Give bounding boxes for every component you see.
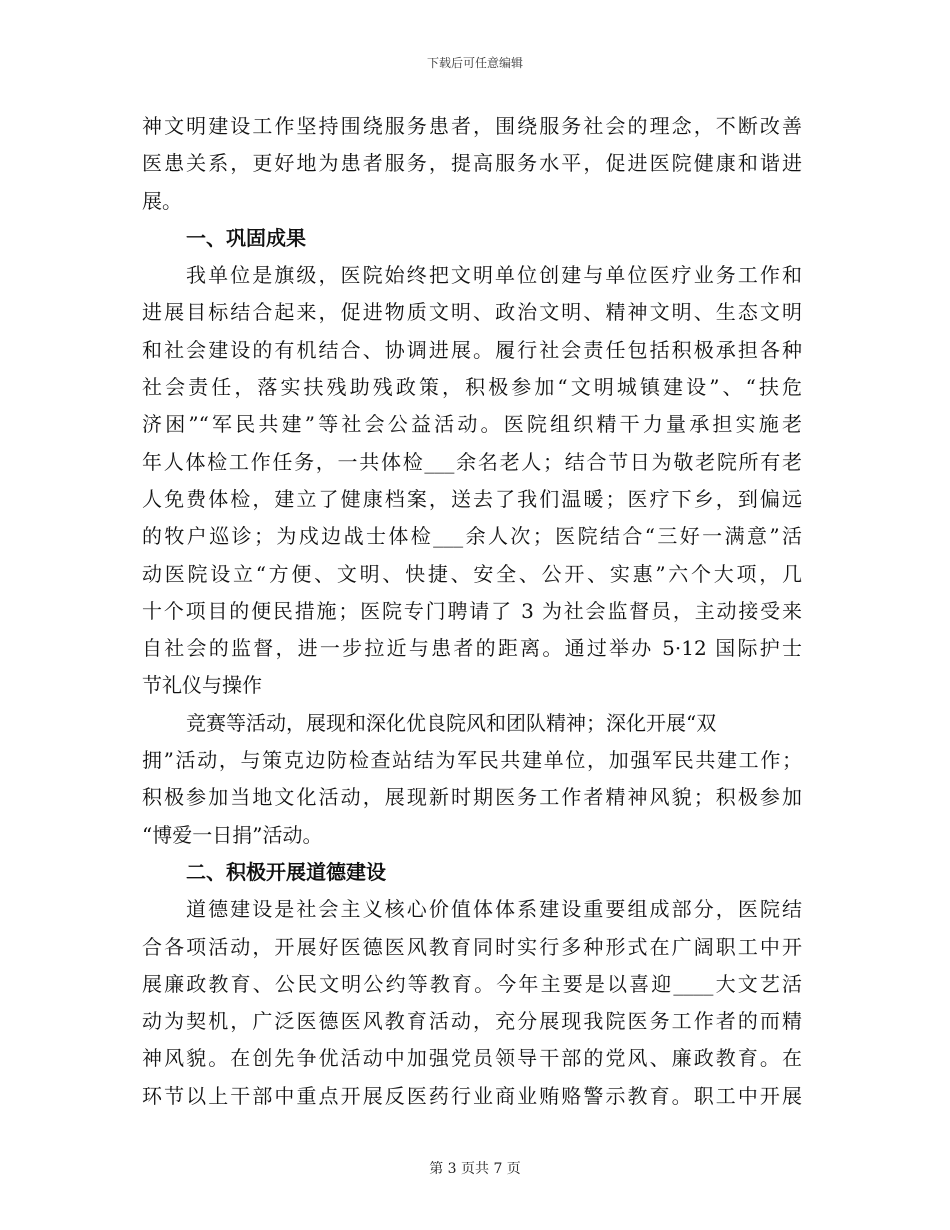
text-line: 自社会的监督，进一步拉近与患者的距离。通过举办 5·12 国际护士: [142, 636, 802, 661]
section-heading: 一、巩固成果: [186, 225, 306, 250]
text-line: 动医院设立“方便、文明、快捷、安全、公开、实惠”六个大项，几: [142, 561, 802, 586]
text-line: 医患关系，更好地为患者服务，提高服务水平，促进医院健康和谐进: [142, 151, 802, 176]
text-line: 我单位是旗级，医院始终把文明单位创建与单位医疗业务工作和: [186, 263, 802, 288]
text-line: 神风貌。在创先争优活动中加强党员领导干部的党风、廉政教育。在: [142, 1046, 802, 1071]
text-line: 展。: [142, 188, 182, 213]
text-line: 十个项目的便民措施；医院专门聘请了 3 为社会监督员，主动接受来: [142, 598, 802, 623]
text-line: 竞赛等活动，展现和深化优良院风和团队精神；深化开展“双: [186, 710, 717, 735]
text-line: 环节以上干部中重点开展反医药行业商业贿赂警示教育。职工中开展: [142, 1083, 802, 1108]
section-heading: 二、积极开展道德建设: [186, 859, 386, 884]
text-line: “博爱一日捐”活动。: [142, 822, 323, 847]
text-line: 积极参加当地文化活动，展现新时期医务工作者精神风貌；积极参加: [142, 785, 802, 810]
text-line: 神文明建设工作坚持围绕服务患者，围绕服务社会的理念，不断改善: [142, 114, 802, 138]
text-line: 进展目标结合起来，促进物质文明、政治文明、精神文明、生态文明: [142, 300, 802, 325]
text-line: 社会责任，落实扶残助残政策，积极参加“文明城镇建设”、“扶危: [142, 375, 802, 400]
text-line: 展廉政教育、公民文明公约等教育。今年主要是以喜迎____大文艺活: [142, 971, 802, 996]
document-body: [142, 108, 802, 1115]
text-line: 的牧户巡诊；为戍边战士体检___余人次；医院结合“三好一满意”活: [142, 524, 802, 549]
text-line: 道德建设是社会主义核心价值体体系建设重要组成部分，医院结: [186, 897, 802, 922]
page-header: 下载后可任意编辑: [426, 56, 523, 70]
text-line: 节礼仪与操作: [142, 673, 262, 698]
text-line: 合各项活动，开展好医德医风教育同时实行多种形式在广阔职工中开: [142, 934, 802, 959]
text-line: 拥”活动，与策克边防检查站结为军民共建单位，加强军民共建工作；: [142, 748, 802, 773]
page-footer: 第 3 页共 7 页: [429, 1161, 521, 1177]
text-line: 动为契机，广泛医德医风教育活动，充分展现我院医务工作者的而精: [142, 1009, 802, 1034]
text-line: 和社会建设的有机结合、协调进展。履行社会责任包括积极承担各种: [142, 337, 802, 362]
text-line: 年人体检工作任务，一共体检___余名老人；结合节日为敬老院所有老: [142, 449, 802, 474]
text-line: 人免费体检，建立了健康档案，送去了我们温暖；医疗下乡，到偏远: [142, 486, 802, 511]
text-line: 济困”“军民共建”等社会公益活动。医院组织精干力量承担实施老: [142, 412, 802, 437]
